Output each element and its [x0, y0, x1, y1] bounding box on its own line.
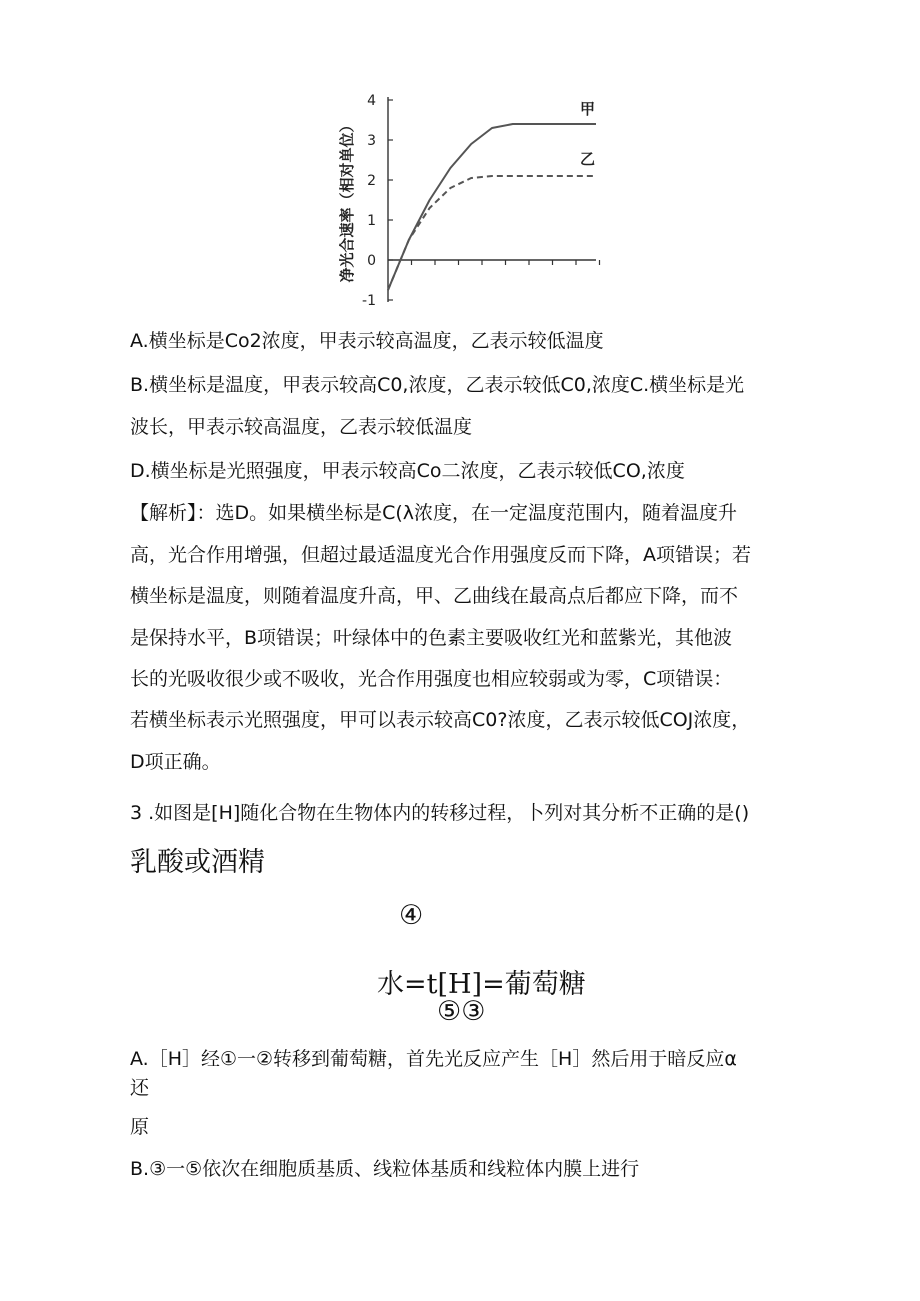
analysis-line: 若横坐标表示光照强度，甲可以表示较高C0?浓度，乙表示较低COJ浓度，	[130, 709, 751, 731]
series-label: 乙	[580, 150, 596, 168]
q2-option-a: A.横坐标是Co2浓度，甲表示较高温度，乙表示较低温度	[130, 330, 604, 352]
analysis-line: 长的光吸收很少或不吸收，光合作用强度也相应较弱或为零，C项错误：	[130, 668, 733, 690]
q3-option-a-line3: 原	[130, 1116, 150, 1138]
y-tick-label: 3	[367, 133, 376, 149]
series-line-1	[388, 124, 596, 290]
series-line-2	[388, 176, 596, 290]
diagram-lactate-ethanol: 乳酸或酒精	[130, 847, 265, 878]
y-tick-label: 4	[367, 93, 376, 109]
chart-svg	[330, 85, 610, 315]
diagram-steps-5-3: ⑤③	[437, 996, 486, 1027]
photosynthesis-chart	[330, 85, 610, 315]
y-tick-label: 2	[367, 173, 376, 189]
y-tick-label: 1	[367, 213, 376, 229]
analysis-line: D项正确。	[130, 751, 221, 773]
y-axis-label: 净光合速率（相对单位）	[338, 117, 356, 283]
q2-option-b-line1: B.横坐标是温度，甲表示较高C0,浓度，乙表示较低C0,浓度C.横坐标是光	[130, 374, 745, 396]
y-tick-label: 0	[367, 253, 376, 269]
q3-option-a-line1: A.［H］经①一②转移到葡萄糖，首先光反应产生［H］然后用于暗反应α	[130, 1048, 737, 1070]
series-label: 甲	[580, 100, 596, 118]
q3-option-a-line2: 还	[130, 1077, 150, 1099]
q2-option-d: D.横坐标是光照强度，甲表示较高Co二浓度，乙表示较低CO,浓度	[130, 460, 685, 482]
q3-stem: 3 .如图是[H]随化合物在生物体内的转移过程，卜列对其分析不正确的是()	[130, 802, 750, 824]
analysis-line: 横坐标是温度，则随着温度升高，甲、乙曲线在最高点后都应下降，而不	[130, 585, 739, 607]
diagram-water-h-glucose: 水=t[H]=葡萄糖	[377, 969, 586, 1000]
q3-option-b: B.③一⑤依次在细胞质基质、线粒体基质和线粒体内膜上进行	[130, 1158, 640, 1180]
analysis-line: 高，光合作用增强，但超过最适温度光合作用强度反而下降，A项错误；若	[130, 544, 751, 566]
analysis-line: 【解析】：选D。如果横坐标是C(λ浓度，在一定温度范围内，随着温度升	[130, 502, 738, 524]
diagram-step-4: ④	[399, 900, 424, 931]
q2-option-b-line2: 波长，甲表示较高温度，乙表示较低温度	[130, 416, 473, 438]
y-tick-label: -1	[362, 293, 376, 309]
analysis-line: 是保持水平，B项错误；叶绿体中的色素主要吸收红光和蓝紫光，其他波	[130, 627, 733, 649]
